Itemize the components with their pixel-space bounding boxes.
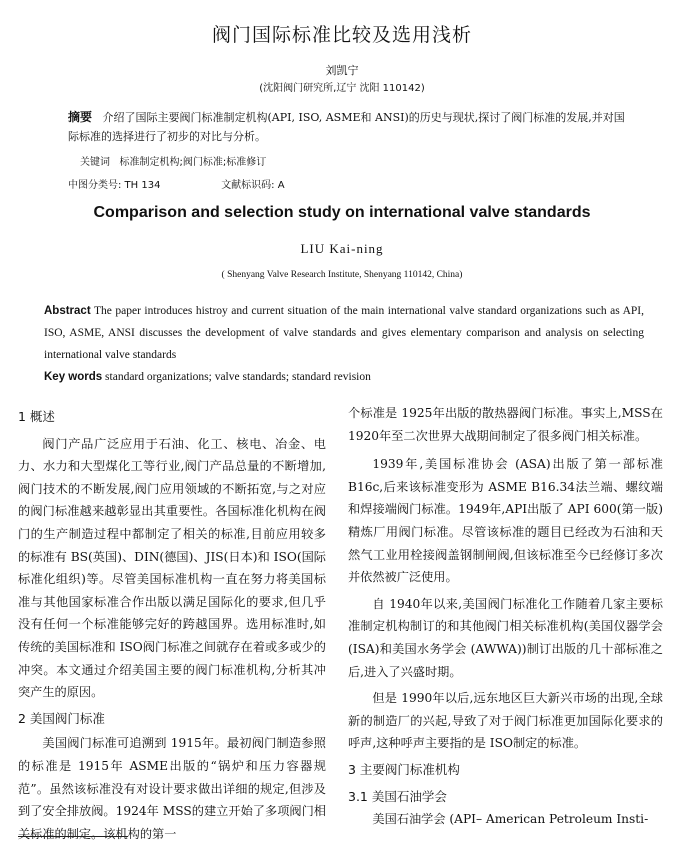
affiliation-en: ( Shenyang Valve Research Institute, Shenyang 110142, China)	[221, 270, 463, 280]
affiliation-cn: (沈阳阀门研究所,辽宁 沈阳 110142)	[259, 83, 425, 94]
right-column	[348, 402, 663, 831]
abstract-cn-label: 摘要	[68, 110, 93, 124]
left-column	[18, 406, 326, 845]
paragraph: 但是 1990年以后,远东地区巨大新兴市场的出现,全球新的制造厂的兴起,导致了对于阀门标准更加国际化要求的呼声,这种呼声主要指的是 ISO制定的标准。	[348, 691, 663, 751]
keywords-en-label: Key words	[44, 371, 103, 383]
footnote-divider	[18, 836, 128, 837]
section-heading-3: 3 主要阀门标准机构	[348, 761, 460, 777]
keywords-cn-label: 关键词	[80, 157, 110, 168]
subsection-heading-3-1: 3.1 美国石油学会	[348, 788, 447, 804]
author-en: LIU Kai-ning	[300, 241, 384, 256]
paper-title-en: Comparison and selection study on international valve standards	[93, 204, 591, 221]
section-heading-1: 1 概述	[18, 409, 55, 424]
abstract-cn-text: 介绍了国际主要阀门标准制定机构(API, ISO, ASME和 ANSI)的历史与现状,探讨了阀门标准的发展,并对国际标准的选择进行了初步的对比与分析。	[68, 111, 625, 143]
paper-title-cn: 阀门国际标准比较及选用浅析	[211, 24, 472, 46]
paragraph: 美国石油学会 (API– American Petroleum Insti-	[372, 812, 649, 827]
abstract-en	[44, 300, 644, 388]
classification-line	[68, 176, 468, 191]
paragraph: 1939年,美国标准协会 (ASA)出版了第一部标准 B16c,后来该标准变形为 ASME B16.34法兰端、螺纹端和焊接端阀门标准。1949年,API出版了 API 600(第一版)精炼厂用阀门标准。尽管该标准的题目已经改为石油和天然气工业用栓接阀盖钢制闸阀,但该标准至今已经修订多次并依然被广泛使用。	[348, 457, 663, 585]
keywords-en-text: standard organizations; valve standards; standard revision	[105, 371, 371, 383]
abstract-en-label: Abstract	[44, 305, 91, 317]
abstract-en-text: The paper introduces histroy and current situation of the main international valve standard organizations such as API, ISO, ASME, ANSI discusses the development of valve standards and gives elementary comparison and analysis on selecting international valve standards	[44, 305, 644, 361]
paragraph: 自 1940年以来,美国阀门标准化工作随着几家主要标准制定机构制订的和其他阀门相关标准机构(美国仪器学会 (ISA)和美国水务学会 (AWWA))制订出版的几十部标准之后,进入了兴盛时期。	[348, 596, 663, 679]
keywords-cn-text: 标准制定机构;阀门标准;标准修订	[119, 157, 267, 168]
abstract-cn	[68, 108, 628, 146]
clc-number: 中图分类号: TH 134	[68, 180, 161, 191]
paragraph: 个标准是 1925年出版的散热器阀门标准。事实上,MSS在 1920年至二次世界大战期间制定了很多阀门相关标准。	[348, 406, 663, 443]
document-code: 文献标识码: A	[221, 180, 285, 191]
keywords-cn	[80, 153, 266, 168]
paragraph: 阀门产品广泛应用于石油、化工、核电、冶金、电力、水力和大型煤化工等行业,阀门产品总量的不断增加,阀门技术的不断发展,阀门应用领域的不断拓宽,与之对应的阀门标准越来越彰显出其重要性。各国标准化机构在阀门的生产制造过程中都制定了相关的标准,目前应用较多的标准有 BS(英国)、DIN(德国)、JIS(日本)和 ISO(国际标准化组织)等。尽管美国标准机构一直在努力将美国标准与其他国家标准合作出版以满足国际化的要求,但几乎没有任何一个标准能够完好的跨越国界。选用标准时,如传统的美国标准和 ISO阀门标准之间就存在着或多或少的冲突。本文通过介绍美国主要的阀门标准机构,分析其冲突产生的原因。	[18, 436, 326, 700]
author-cn: 刘凯宁	[325, 64, 359, 77]
section-heading-2: 2 美国阀门标准	[18, 710, 105, 726]
paragraph: 美国阀门标准可追溯到 1915年。最初阀门制造参照的标准是 1915年 ASME出版的“锅炉和压力容器规范”。虽然该标准没有对设计要求做出详细的规定,但涉及到了安全排放阀。1924年 MSS的建立开始了多项阀门相关标准的制定。该机构的第一	[18, 736, 326, 841]
